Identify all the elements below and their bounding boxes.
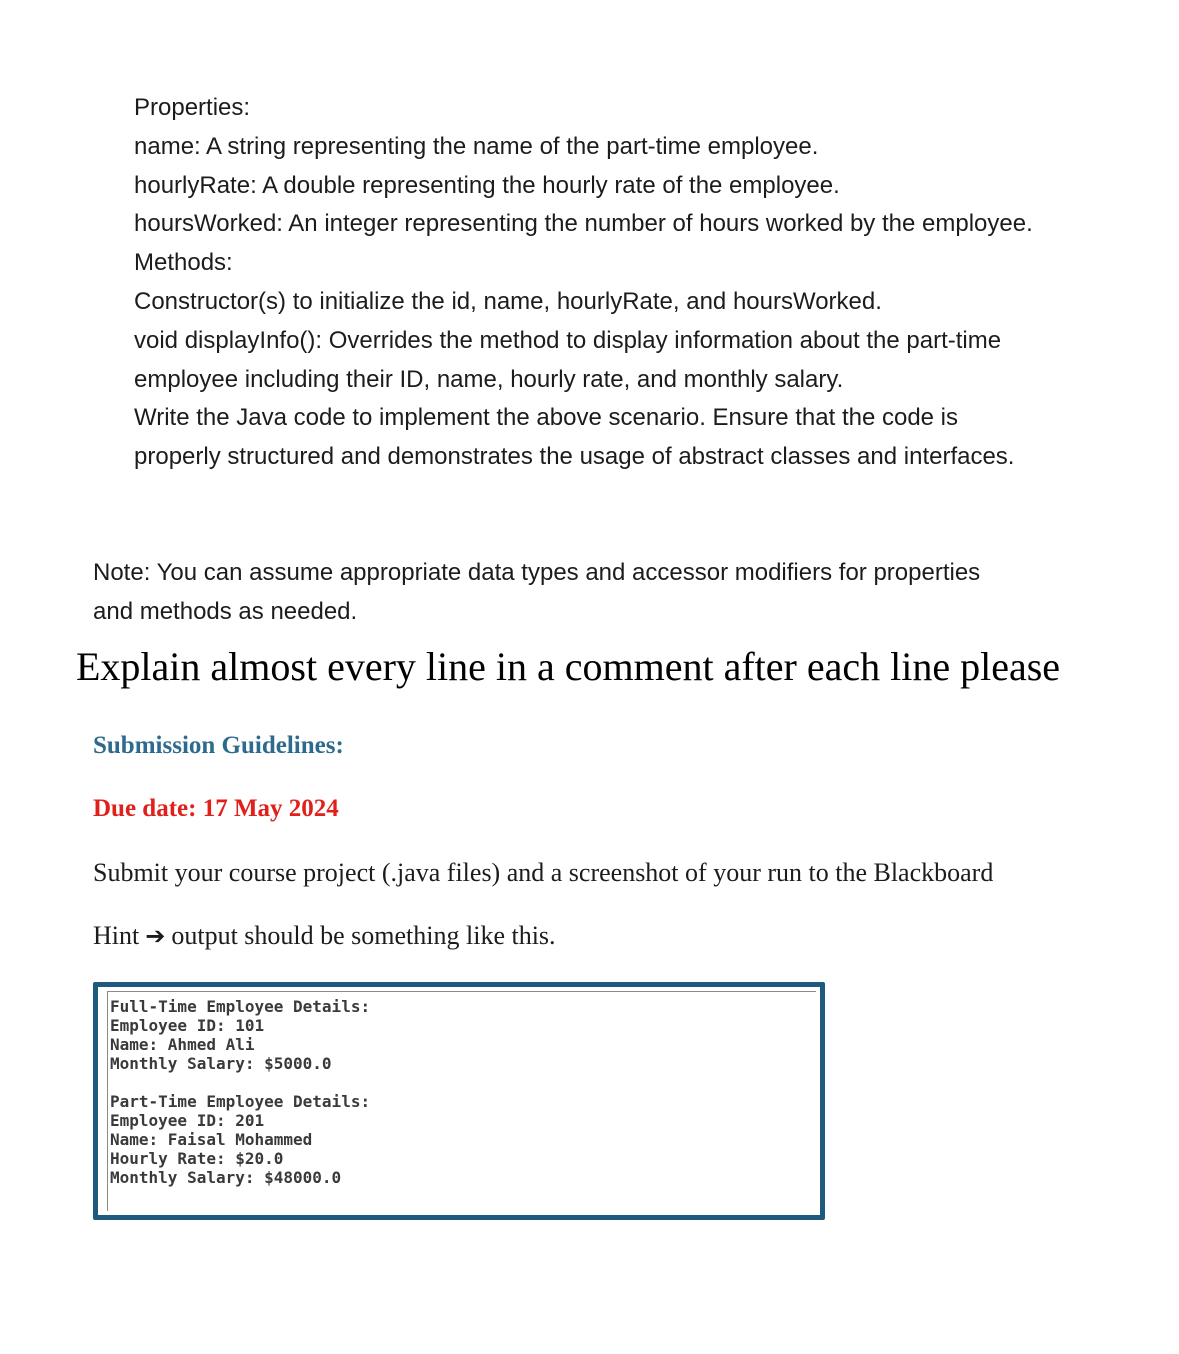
sample-output-console — [93, 982, 825, 1220]
console-line: Name: Faisal Mohammed — [110, 1130, 313, 1149]
hint-label: Hint — [93, 921, 140, 950]
console-line: Monthly Salary: $48000.0 — [110, 1168, 342, 1187]
hint-line — [93, 920, 556, 952]
spec-line-write-code: Write the Java code to implement the above scenario. Ensure that the code is — [134, 404, 959, 432]
console-line: Employee ID: 201 — [110, 1111, 265, 1130]
console-line: Part-Time Employee Details: — [110, 1092, 371, 1111]
note-line: and methods as needed. — [93, 597, 358, 625]
spec-line-hoursworked-property: hoursWorked: An integer representing the number of hours worked by the employee. — [134, 210, 1033, 238]
console-line: Hourly Rate: $20.0 — [110, 1149, 284, 1168]
spec-line-constructor: Constructor(s) to initialize the id, name, hourlyRate, and hoursWorked. — [134, 287, 882, 315]
spec-line-write-code-cont: properly structured and demonstrates the usage of abstract classes and interfaces. — [134, 443, 1015, 471]
due-date: Due date: 17 May 2024 — [93, 795, 339, 822]
console-output — [110, 997, 370, 1187]
console-line: Monthly Salary: $5000.0 — [110, 1054, 332, 1073]
submission-instructions: Submit your course project (.java files) and a screenshot of your run to the Blackboard — [93, 858, 994, 887]
spec-line-displayinfo: void displayInfo(): Overrides the method to display information about the part-time — [134, 326, 1002, 354]
console-line: Name: Ahmed Ali — [110, 1035, 255, 1054]
hint-text: output should be something like this. — [171, 921, 556, 950]
spec-line-hourlyrate-property: hourlyRate: A double representing the hourly rate of the employee. — [134, 171, 840, 199]
note-line: Note: You can assume appropriate data types and accessor modifiers for properties — [93, 559, 981, 586]
assignment-spec — [134, 89, 1144, 477]
spec-line-name-property: name: A string representing the name of the part-time employee. — [134, 132, 819, 160]
console-blank-line — [110, 1073, 370, 1092]
spec-line-methods-heading: Methods: — [134, 249, 233, 277]
console-line: Employee ID: 101 — [110, 1016, 265, 1035]
explain-request: Explain almost every line in a comment after each line please — [76, 644, 1061, 689]
console-text-area — [107, 991, 816, 1211]
submission-guidelines-heading: Submission Guidelines: — [93, 732, 344, 759]
spec-line-displayinfo-cont: employee including their ID, name, hourly rate, and monthly salary. — [134, 365, 844, 393]
console-line: Full-Time Employee Details: — [110, 997, 371, 1016]
spec-line-properties-heading: Properties: — [134, 94, 251, 121]
note — [93, 554, 1143, 631]
right-arrow-icon: ➔ — [145, 922, 166, 950]
